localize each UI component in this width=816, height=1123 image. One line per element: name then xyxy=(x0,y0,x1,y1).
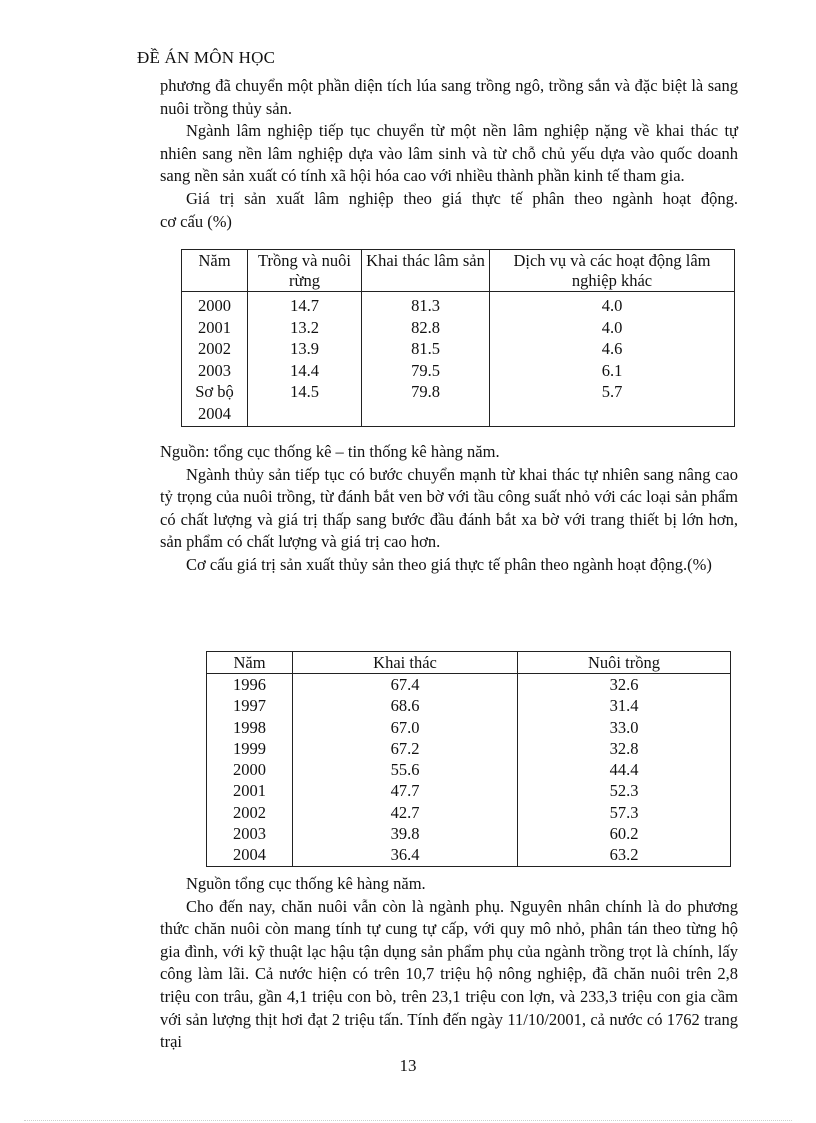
cell-value: 32.8 xyxy=(518,738,731,759)
cell-value: 6.1 xyxy=(490,360,735,382)
cell-year: 2002 xyxy=(207,802,293,823)
table1-caption: Giá trị sản xuất lâm nghiệp theo giá thực tế phân theo ngành hoạt động. xyxy=(186,188,738,208)
cell-year: 2003 xyxy=(207,823,293,844)
table-row xyxy=(207,802,731,823)
cell-value: 68.6 xyxy=(293,695,518,716)
cell-value: 79.8 xyxy=(362,381,490,427)
table-row xyxy=(182,317,735,339)
cell-value: 67.4 xyxy=(293,674,518,696)
header-year: Năm xyxy=(207,652,293,674)
forestry-structure-table xyxy=(181,249,735,427)
page-number: 13 xyxy=(399,1056,417,1075)
table-row xyxy=(207,695,731,716)
cell-value: 47.7 xyxy=(293,780,518,801)
cell-year: 2003 xyxy=(182,360,248,382)
paragraph-livestock: Cho đến nay, chăn nuôi vẫn còn là ngành phụ. Nguyên nhân chính là do phương thức chăn nuôi còn mang tính tự cung tự cấp, với quy mô nhỏ, phân tán theo từng hộ gia đình, với kỹ thuật lạc hậu tận dụng sản phẩm phụ của ngành trồng trọt là chính, lấy công làm lãi. Cả nước hiện có trên 10,7 triệu hộ nông nghiệp, đã chăn nuôi trên 2,8 triệu con trâu, gần 4,1 triệu con bò, trên 23,1 triệu con lợn, và 233,3 triệu con gia cầm với sản lượng thịt hơi đạt 2 triệu tấn. Tính đến ngày 11/10/2001, cả nước có 1762 trang trại xyxy=(160,896,738,1052)
cell-value: 14.4 xyxy=(248,360,362,382)
header-exploitation: Khai thác xyxy=(293,652,518,674)
cell-year: 1998 xyxy=(207,717,293,738)
cell-value: 33.0 xyxy=(518,717,731,738)
table-row xyxy=(182,381,735,427)
paragraph-block-2 xyxy=(160,441,738,577)
cell-value: 32.6 xyxy=(518,674,731,696)
table-row xyxy=(207,674,731,696)
cell-value: 79.5 xyxy=(362,360,490,382)
cell-value: 13.2 xyxy=(248,317,362,339)
cell-year: Sơ bộ 2004 xyxy=(182,381,248,427)
cell-year: 1996 xyxy=(207,674,293,696)
header-planting: Trồng và nuôi rừng xyxy=(248,250,362,292)
page-header: ĐỀ ÁN MÔN HỌC xyxy=(137,48,276,67)
table-row xyxy=(182,360,735,382)
cell-value: 4.6 xyxy=(490,338,735,360)
cell-value: 81.3 xyxy=(362,292,490,317)
cell-value: 60.2 xyxy=(518,823,731,844)
cell-value: 13.9 xyxy=(248,338,362,360)
cell-value: 81.5 xyxy=(362,338,490,360)
cell-year: 2000 xyxy=(207,759,293,780)
cell-value: 39.8 xyxy=(293,823,518,844)
table-row xyxy=(207,780,731,801)
cell-value: 14.7 xyxy=(248,292,362,317)
cell-year: 2004 xyxy=(207,844,293,866)
table1-source: Nguồn: tổng cục thống kê – tin thống kê hàng năm. xyxy=(160,442,500,461)
table-header-row xyxy=(182,250,735,292)
fisheries-structure-table xyxy=(206,651,731,867)
cell-value: 67.0 xyxy=(293,717,518,738)
paragraph-block-1 xyxy=(160,75,738,233)
cell-value: 82.8 xyxy=(362,317,490,339)
cell-value: 31.4 xyxy=(518,695,731,716)
cell-value: 63.2 xyxy=(518,844,731,866)
cell-year: 2002 xyxy=(182,338,248,360)
table1-caption-unit: cơ cấu (%) xyxy=(160,211,232,231)
cell-value: 4.0 xyxy=(490,317,735,339)
table-row xyxy=(182,292,735,317)
cell-value: 57.3 xyxy=(518,802,731,823)
cell-value: 4.0 xyxy=(490,292,735,317)
cell-value: 52.3 xyxy=(518,780,731,801)
cell-year: 1997 xyxy=(207,695,293,716)
table2-source: Nguồn tổng cục thống kê hàng năm. xyxy=(186,874,426,893)
cell-value: 42.7 xyxy=(293,802,518,823)
header-exploitation: Khai thác lâm sản xyxy=(362,250,490,292)
cell-value: 36.4 xyxy=(293,844,518,866)
cell-value: 5.7 xyxy=(490,381,735,427)
paragraph-fisheries: Ngành thủy sản tiếp tục có bước chuyển mạnh từ khai thác tự nhiên sang nâng cao tỷ trọng của nuôi trồng, từ đánh bắt ven bờ với tầu công suất nhỏ với các loại sản phẩm có chất lượng và giá trị thấp sang bước đầu đánh bắt xa bờ với trang thiết bị lớn hơn, sản phẩm có chất lượng và giá trị cao hơn. xyxy=(160,464,738,552)
cell-year: 2001 xyxy=(207,780,293,801)
cell-value: 14.5 xyxy=(248,381,362,427)
paragraph-forestry: Ngành lâm nghiệp tiếp tục chuyển từ một nền lâm nghiệp nặng về khai thác tự nhiên sang nền lâm nghiệp dựa vào lâm sinh và từ chỗ chủ yếu dựa vào quốc doanh sang nền sản xuất có tính xã hội hóa cao với nhiều thành phần kinh tế tham gia. xyxy=(160,121,738,186)
cell-year: 1999 xyxy=(207,738,293,759)
header-services: Dịch vụ và các hoạt động lâm nghiệp khác xyxy=(490,250,735,292)
cell-value: 55.6 xyxy=(293,759,518,780)
cell-value: 67.2 xyxy=(293,738,518,759)
header-aquaculture: Nuôi trồng xyxy=(518,652,731,674)
table-row xyxy=(207,844,731,866)
paragraph-continued: phương đã chuyển một phần diện tích lúa sang trồng ngô, trồng sắn và đặc biệt là sang nuôi trồng thủy sản. xyxy=(160,76,738,118)
header-year: Năm xyxy=(182,250,248,292)
table2-caption: Cơ cấu giá trị sản xuất thủy sản theo giá thực tế phân theo ngành hoạt động.(%) xyxy=(186,554,712,574)
cell-year: 2001 xyxy=(182,317,248,339)
table-row xyxy=(207,717,731,738)
table-row xyxy=(207,823,731,844)
paragraph-block-3 xyxy=(160,873,738,1054)
table-row xyxy=(207,738,731,759)
table-header-row xyxy=(207,652,731,674)
footer-divider xyxy=(24,1120,792,1121)
cell-value: 44.4 xyxy=(518,759,731,780)
cell-year: 2000 xyxy=(182,292,248,317)
table-row xyxy=(182,338,735,360)
table-row xyxy=(207,759,731,780)
